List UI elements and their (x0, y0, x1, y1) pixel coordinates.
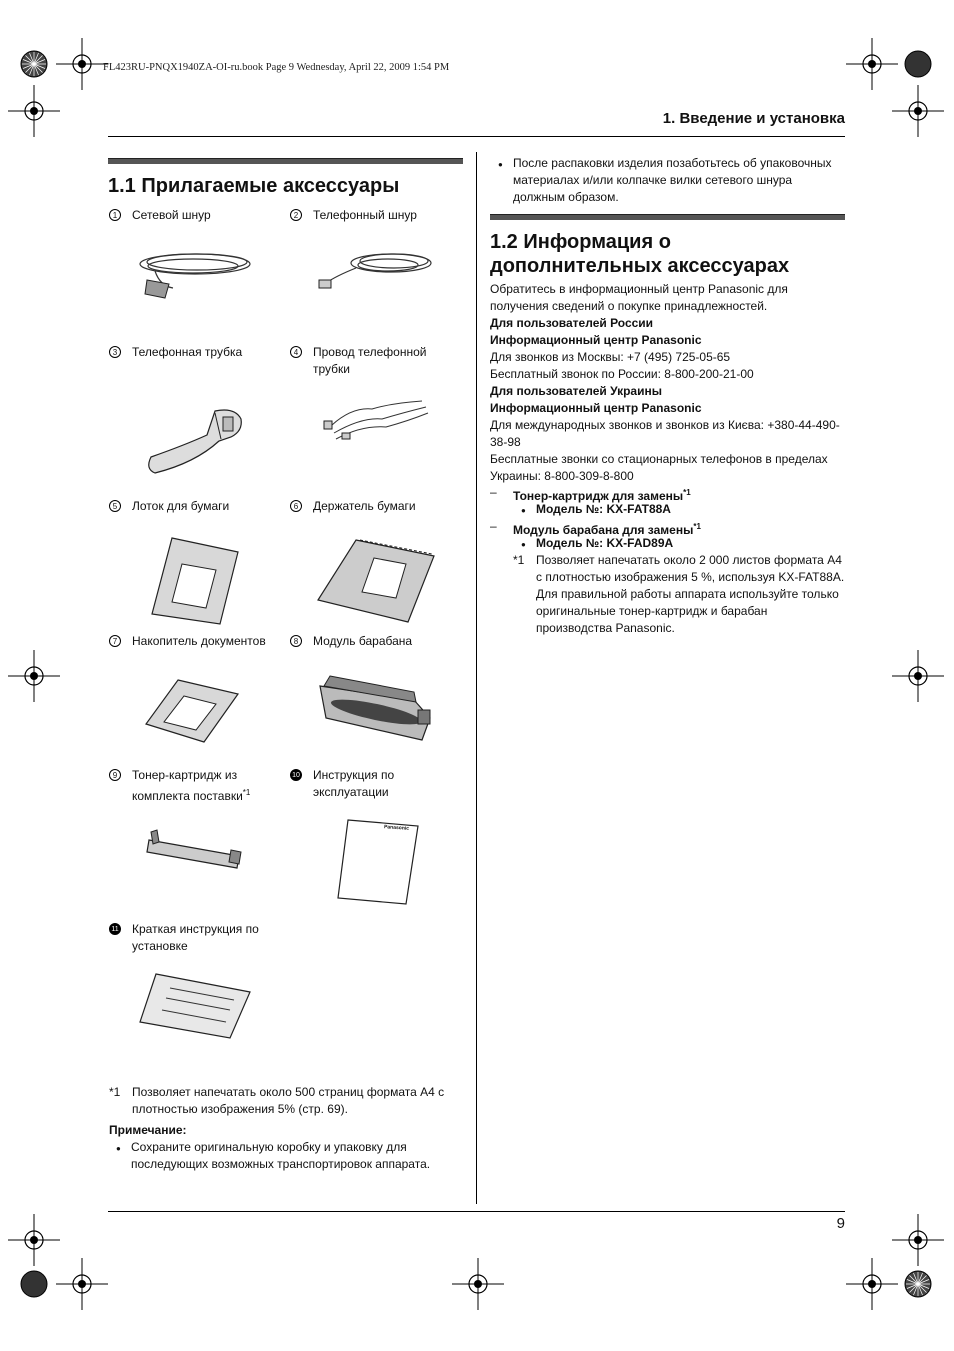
ukraine-heading: Для пользователей Украины (490, 384, 662, 398)
russia-center: Информационный центр Panasonic (490, 333, 702, 347)
note-bullet: ● Сохраните оригинальную коробку и упаковку для последующих возможных транспортировок аппарата. (131, 1139, 451, 1173)
item-label: Сетевой шнур (132, 208, 211, 222)
item-label: Держатель бумаги (313, 499, 416, 513)
toner-model: ● Модель №: KX-FAT88A (536, 501, 671, 518)
drum-model: ● Модель №: KX-FAD89A (536, 535, 673, 552)
power-cord-illustration (135, 246, 260, 301)
info-intro: Обратитесь в информационный центр Panasonic для получения сведений о покупке принадлежностей. (490, 282, 788, 313)
item-number: 11 (109, 923, 121, 935)
section-bar (490, 214, 845, 220)
item-number: 8 (290, 635, 302, 647)
dash: – (490, 485, 497, 499)
russia-free-phone: Бесплатный звонок по России: 8-800-200-21-00 (490, 367, 754, 381)
toner-label: Тонер-картридж для замены (513, 489, 684, 503)
item-number: 9 (109, 769, 121, 781)
section-bar (108, 158, 463, 164)
accessory-11 (109, 921, 274, 955)
ukraine-intl-phone: Для международных звонков и звонков из Києва: +380-44-490-38-98 (490, 418, 840, 449)
item-label: Лоток для бумаги (132, 499, 230, 513)
dash: – (490, 519, 497, 533)
item-number: 6 (290, 500, 302, 512)
accessory-4 (290, 344, 455, 378)
ukraine-center: Информационный центр Panasonic (490, 401, 702, 415)
item-number: 5 (109, 500, 121, 512)
accessory-5 (109, 498, 274, 515)
drum-label: Модуль барабана для замены (513, 523, 694, 537)
footnote-ref: *1 (693, 522, 701, 531)
item-number: 4 (290, 346, 302, 358)
item-label: Тонер-картридж из комплекта поставки (132, 768, 243, 803)
item-label: Телефонная трубка (132, 345, 243, 359)
manual-brand-text: Panasonic (383, 824, 410, 832)
item-label: Инструкция по эксплуатации (313, 768, 395, 799)
footer-rule (108, 1211, 845, 1212)
paper-tray-illustration (150, 536, 240, 626)
footnote-ref: *1 (242, 788, 251, 797)
item-number: 7 (109, 635, 121, 647)
section-title: 1.2 Информация о дополнительных аксессуарах (490, 231, 790, 277)
toner-cartridge-illustration (145, 826, 245, 872)
footnote-mark: *1 (109, 1085, 121, 1099)
manual-illustration (336, 818, 418, 906)
quick-guide-illustration (138, 970, 252, 1042)
accessory-10 (290, 767, 455, 801)
item-label: Краткая инструкция по установке (132, 922, 259, 953)
column-divider (476, 152, 477, 1204)
item-number: 1 (109, 209, 121, 221)
ukraine-free-phone: Бесплатные звонки со стационарных телефонов в пределах Украины: 8-800-309-8-800 (490, 452, 828, 483)
note-title: Примечание: (109, 1123, 187, 1137)
item-label: Телефонный шнур (313, 208, 417, 222)
accessory-7 (109, 633, 284, 650)
chapter-title: 1. Введение и установка (662, 110, 845, 127)
accessory-6 (290, 498, 455, 515)
document-stacker-illustration (144, 676, 240, 746)
accessory-8 (290, 633, 455, 650)
russia-moscow-phone: Для звонков из Москвы: +7 (495) 725-05-65 (490, 350, 731, 364)
paper-holder-illustration (316, 536, 438, 624)
handset-cord-illustration (322, 395, 432, 445)
footnote-text: Позволяет напечатать около 500 страниц формата A4 с плотностью изображения 5% (стр. 69). (132, 1085, 445, 1116)
info-block (490, 281, 846, 485)
telephone-cord-illustration (316, 248, 436, 293)
header-rule (108, 136, 845, 137)
item-label: Накопитель документов (132, 634, 266, 648)
footnote-ref: *1 (683, 488, 691, 497)
accessory-1 (109, 207, 274, 224)
item-number: 3 (109, 346, 121, 358)
russia-heading: Для пользователей России (490, 316, 654, 330)
drum-unit-illustration (316, 666, 436, 744)
item-number: 10 (290, 769, 302, 781)
page-number: 9 (836, 1215, 845, 1232)
item-label: Модуль барабана (313, 634, 413, 648)
accessory-9 (109, 767, 279, 805)
handset-illustration (145, 405, 245, 477)
item-number: 2 (290, 209, 302, 221)
file-header: FL423RU-PNQX1940ZA-OI-ru.book Page 9 Wednesday, April 22, 2009 1:54 PM (103, 62, 450, 73)
accessory-3 (109, 344, 274, 361)
item-label: Провод телефонной трубки (313, 345, 427, 376)
unpacking-bullet: ● После распаковки изделия позаботьтесь об упаковочных материалах и/или колпачке вилки сетевого шнура должным образом. (513, 155, 845, 206)
section-title: 1.1 Прилагаемые аксессуары (108, 175, 400, 197)
accessory-2 (290, 207, 455, 224)
footnote-text: Позволяет напечатать около 2 000 листов формата A4 с плотностью изображения 5 %, используя KX-FAT88A. Для правильной работы аппарата используйте только оригинальные тонер-картридж и барабан производства Panasonic. (536, 553, 845, 635)
footnote-mark: *1 (513, 553, 525, 567)
